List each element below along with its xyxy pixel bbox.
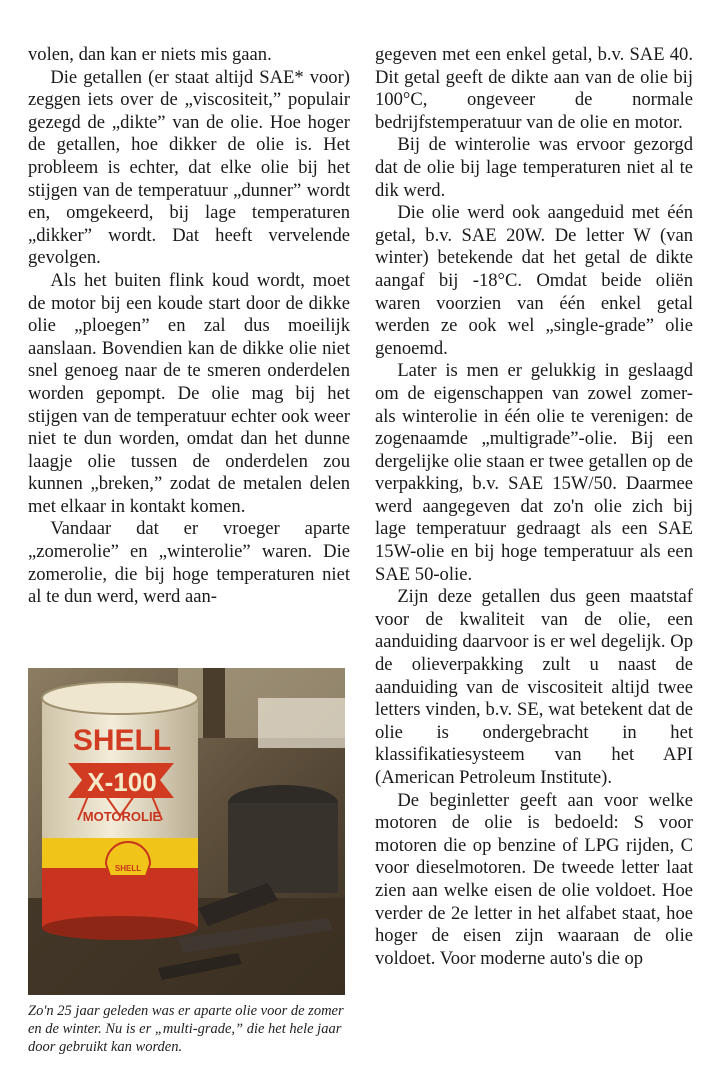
- right-text-column: [375, 44, 693, 970]
- logo-text: SHELL: [114, 864, 142, 873]
- paragraph: volen, dan kan er niets mis gaan.: [28, 44, 272, 65]
- paragraph: Vandaar dat er vroeger aparte „zomerolie” en „winterolie” waren. Die zomerolie, die bij hoge temperaturen niet al te dun werd, werd aan-: [28, 518, 350, 608]
- photo-caption: Zo'n 25 jaar geleden was er aparte olie voor de zomer en de winter. Nu is er „multi-grade,” die het hele jaar door gebruikt kan worden.: [28, 1003, 344, 1055]
- shell-logo-icon: [106, 842, 150, 876]
- paragraph: Als het buiten flink koud wordt, moet de motor bij een koude start door de dikke olie „ploegen” en zal dus moeilijk aanslaan. Bovendien kan de dikke olie niet snel genoeg naar de te smeren onderdelen worden gepompt. De olie mag bij het stijgen van de temperatuur echter ook weer niet te dun worden, omdat dan het dunne laagje olie tussen de onderdelen zou kunnen „breken,” zodat de metalen delen met elkaar in kontakt komen.: [28, 269, 350, 517]
- can-brand-text: SHELL: [72, 724, 172, 757]
- paragraph: Zijn deze getallen dus geen maatstaf voor de kwaliteit van de olie, een aanduiding daarvoor is er wel degelijk. Op de olieverpakking zult u naast de aanduiding van de viscositeit altijd twee letters vinden, b.v. SE, wat betekent dat de olie is ondergebracht in het klassifikatiesysteem van het API (American Petroleum Institute).: [375, 586, 693, 788]
- paragraph: Die olie werd ook aangeduid met één getal, b.v. SAE 20W. De letter W (van winter) betekende dat het getal de dikte aangaf bij -18°C. Omdat beide oliën waren voorzien van één enkel getal werden ze ook wel „single-grade” olie genoemd.: [375, 202, 693, 359]
- can-subtitle-text: MOTOROLIE: [82, 809, 162, 824]
- left-text-column: [28, 44, 350, 609]
- paragraph: gegeven met een enkel getal, b.v. SAE 40. Dit getal geeft de dikte aan van de olie bij 100°C, ongeveer de normale bedrijfstemperatuur van de olie en motor.: [375, 44, 693, 133]
- paragraph: Die getallen (er staat altijd SAE* voor) zeggen iets over de „viscositeit,” populair gezegd de „dikte” van de olie. Hoe hoger de getallen, hoe dikker de olie is. Het probleem is echter, dat elke olie bij het stijgen van de temperatuur „dunner” wordt en, omgekeerd, bij lage temperaturen „dikker” wordt. Dat heeft vervelende gevolgen.: [28, 66, 350, 269]
- paragraph: Later is men er gelukkig in geslaagd om de eigenschappen van zowel zomer- als winterolie in één olie te verenigen: de zogenaamde „multigrade”-olie. Bij een dergelijke olie staan er twee getallen op de verpakking, b.v. SAE 15W/50. Daarmee werd aangegeven dat zo'n olie zich bij lage temperatuur gedraagt als een SAE 15W-olie en bij hoge temperatuur als een SAE 50-olie.: [375, 360, 693, 585]
- paragraph: Bij de winterolie was ervoor gezorgd dat de olie bij lage temperaturen niet al te dik werd.: [375, 134, 693, 201]
- can-product-text: X-100: [87, 767, 157, 797]
- oil-can-photo: [28, 668, 345, 995]
- paragraph: De beginletter geeft aan voor welke motoren de olie is bedoeld: S voor motoren die op benzine of LPG rijden, C voor dieselmotoren. De tweede letter laat zien aan welke eisen de olie voldoet. Hoe verder de 2e letter in het alfabet staat, hoe hoger de eisen zijn waaraan de olie voldoet. Voor moderne auto's die op: [375, 789, 693, 969]
